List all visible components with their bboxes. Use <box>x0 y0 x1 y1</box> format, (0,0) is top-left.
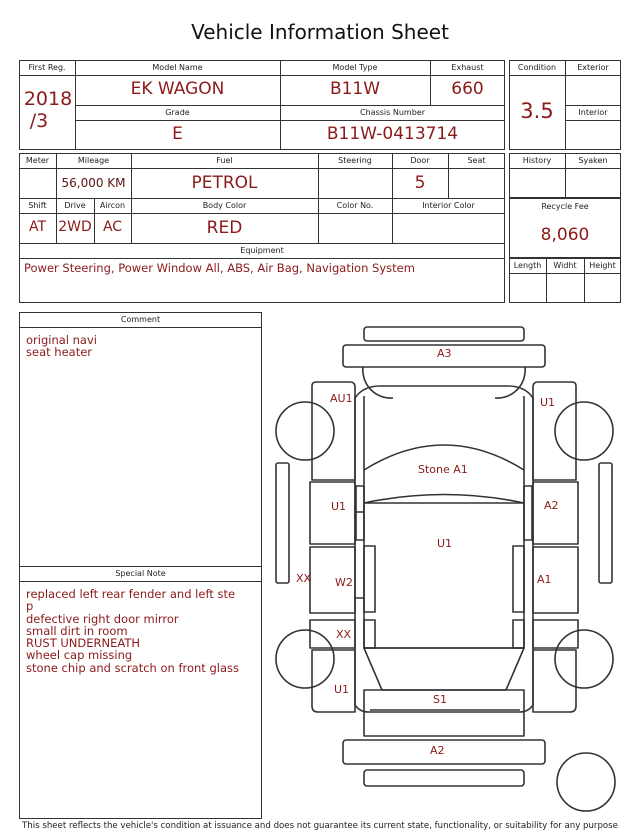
special-note-line: small dirt in room <box>26 623 128 638</box>
car-damage-diagram <box>270 322 625 817</box>
comment-line: seat heater <box>26 345 93 360</box>
width-label: Widht <box>553 261 577 270</box>
rear-bumper-lower <box>364 770 524 786</box>
aircon-value: AC <box>102 219 123 235</box>
hood-sides <box>364 396 524 470</box>
chassis-number-value: B11W-0413714 <box>326 124 459 144</box>
condition-value: 3.5 <box>520 99 554 123</box>
fuel-label: Fuel <box>216 156 233 165</box>
history-label: History <box>522 156 552 165</box>
condition-label: Condition <box>517 63 557 72</box>
damage-left-rear-fender: U1 <box>334 683 350 696</box>
aircon-label: Aircon <box>99 201 126 210</box>
exterior-label: Exterior <box>577 63 609 72</box>
right-rear-panel <box>533 620 578 648</box>
left-front-window <box>356 486 364 540</box>
model-type-value: B11W <box>329 79 381 99</box>
damage-hood: Stone A1 <box>418 463 468 476</box>
left-front-door <box>310 482 355 544</box>
steering-label: Steering <box>338 156 372 165</box>
damage-left-front-door: U1 <box>331 500 347 513</box>
height-label: Height <box>589 261 616 270</box>
damage-right-front-fender: U1 <box>540 396 556 409</box>
mileage-label: Mileage <box>77 156 110 165</box>
comment-text <box>26 334 97 359</box>
right-front-wheel <box>555 402 613 460</box>
damage-left-step: XX <box>296 572 312 585</box>
interior-label: Interior <box>578 108 608 117</box>
recycle-fee-value: 8,060 <box>540 225 590 245</box>
model-type-label: Model Type <box>332 63 378 72</box>
left-quarter-window <box>364 620 375 648</box>
damage-left-front-fender: AU1 <box>330 392 353 405</box>
equipment-value: Power Steering, Power Window All, ABS, Air Bag, Navigation System <box>24 261 415 275</box>
comment-line: original navi <box>26 333 97 347</box>
first-reg-month: /3 <box>29 110 49 132</box>
length-label: Length <box>513 261 542 270</box>
left-headlight <box>363 367 393 398</box>
drive-value: 2WD <box>58 219 92 235</box>
body-color-value: RED <box>206 218 243 238</box>
special-note-line: RUST UNDERNEATH <box>26 636 141 651</box>
first-reg-label: First Reg. <box>28 63 66 72</box>
right-front-door <box>533 482 578 544</box>
damage-left-rear-panel: XX <box>336 628 352 641</box>
comment-label: Comment <box>120 315 161 324</box>
damage-trunk: S1 <box>433 693 447 706</box>
page-title: Vehicle Information Sheet <box>191 20 449 44</box>
meter-label: Meter <box>25 156 50 165</box>
roof <box>364 503 524 648</box>
door-value: 5 <box>414 173 426 193</box>
rear-window <box>364 648 524 690</box>
syaken-label: Syaken <box>578 156 608 165</box>
right-rear-window <box>513 546 524 612</box>
body-color-label: Body Color <box>202 201 247 210</box>
first-reg-year: 2018 <box>23 88 73 110</box>
damage-right-front-door: A2 <box>544 499 559 512</box>
special-note-text <box>26 588 239 674</box>
left-rear-window <box>364 546 375 612</box>
color-no-label: Color No. <box>336 201 374 210</box>
model-name-value: EK WAGON <box>130 79 225 99</box>
special-note-label: Special Note <box>115 569 166 578</box>
special-note-line: p <box>26 599 34 614</box>
left-rear-wheel <box>276 630 334 688</box>
front-bumper-upper <box>364 327 524 341</box>
equipment-label: Equipment <box>240 246 284 255</box>
mileage-value: 56,000 KM <box>61 176 126 190</box>
chassis-number-label: Chassis Number <box>360 108 425 117</box>
grade-label: Grade <box>165 108 190 117</box>
damage-rear-bumper: A2 <box>430 744 445 757</box>
right-rear-wheel <box>555 630 613 688</box>
model-name-label: Model Name <box>152 63 203 72</box>
special-note-line: defective right door mirror <box>26 611 179 626</box>
fuel-value: PETROL <box>191 173 258 193</box>
damage-left-rear-door: W2 <box>335 576 353 589</box>
special-note-line: stone chip and scratch on front glass <box>26 660 239 675</box>
interior-color-label: Interior Color <box>422 201 475 210</box>
damage-right-rear-door: A1 <box>537 573 552 586</box>
right-front-window <box>524 486 532 540</box>
special-note-line: replaced left rear fender and left ste <box>26 587 236 601</box>
seat-label: Seat <box>467 156 486 165</box>
right-quarter-window <box>513 620 524 648</box>
damage-roof: U1 <box>437 537 453 550</box>
shift-value: AT <box>28 219 47 235</box>
grade-value: E <box>172 124 183 144</box>
recycle-fee-label: Recycle Fee <box>541 202 589 211</box>
door-label: Door <box>410 156 430 165</box>
disclaimer: This sheet reflects the vehicle's condition at issuance and does not guarantee its current state, functionality, or suitability for any purpose <box>22 821 618 831</box>
damage-front-bumper: A3 <box>437 347 452 360</box>
shift-label: Shift <box>28 201 47 210</box>
special-note-line: wheel cap missing <box>26 648 133 663</box>
exhaust-value: 660 <box>451 79 484 99</box>
left-side-panel <box>276 463 289 583</box>
spare-wheel <box>557 753 615 811</box>
drive-label: Drive <box>64 201 86 210</box>
exhaust-label: Exhaust <box>451 63 484 72</box>
right-side-panel <box>599 463 612 583</box>
left-front-wheel <box>276 402 334 460</box>
right-headlight <box>495 367 525 398</box>
